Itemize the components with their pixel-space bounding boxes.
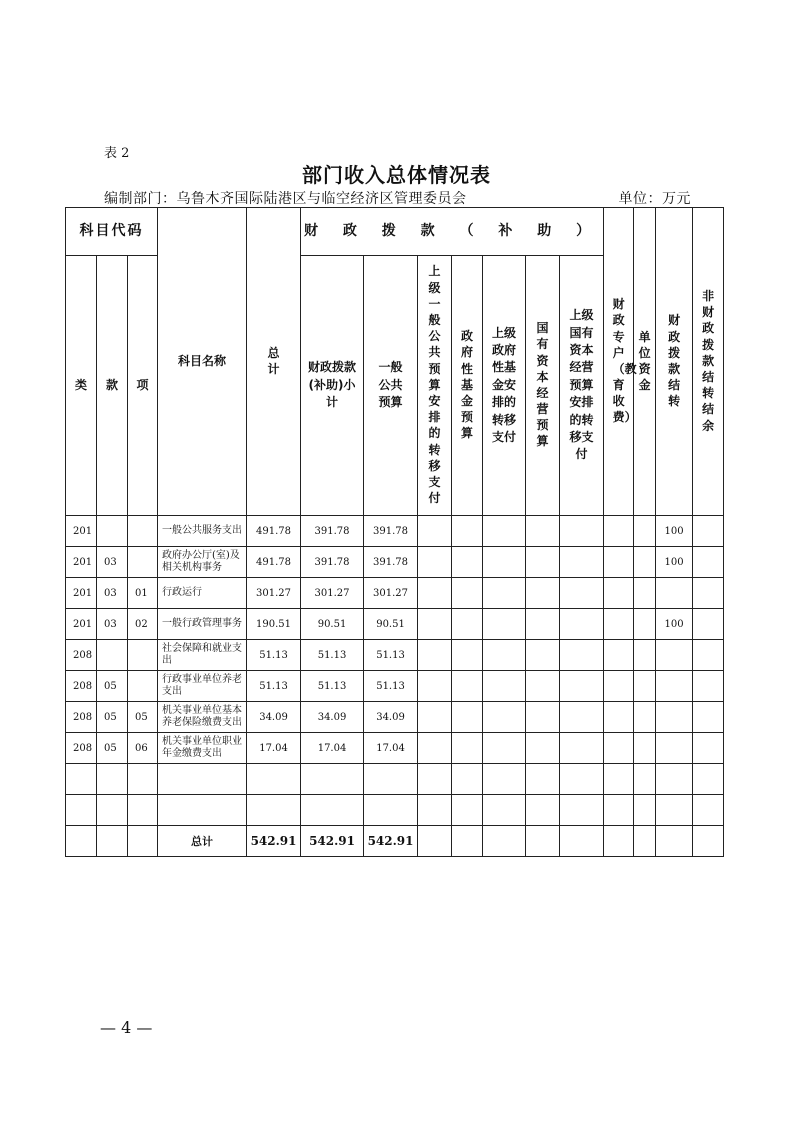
table-header [66,208,724,516]
table-row [66,733,724,764]
header-nonfiscal-carryover: 非财政拨款结转结余 [693,208,724,516]
row-nonfiscal-carryover [693,733,724,764]
row-fiscal-special [604,733,634,764]
row-state-capital-budget [526,640,560,671]
row-upper-state-capital-transfer [560,671,604,702]
row-fiscal-special [604,609,634,640]
row-subject-name: 一般公共服务支出 [158,516,247,547]
page-title: 部门收入总体情况表 [302,163,491,187]
table-row [66,640,724,671]
page-number: — 4 — [100,1018,153,1037]
row-state-capital-budget [526,547,560,578]
row-fiscal-special [604,640,634,671]
header-unit-funds: 单位资金 [634,208,656,516]
row-fiscal-carryover [656,702,693,733]
table-footer [66,764,724,857]
row-fiscal-special [604,547,634,578]
row-total: 34.09 [247,702,301,733]
row-upper-state-capital-transfer [560,547,604,578]
row-gov-fund-budget [452,609,483,640]
row-unit-funds [634,640,656,671]
row-nonfiscal-carryover [693,671,724,702]
row-subtotal: 391.78 [301,547,364,578]
total-label: 总计 [158,826,247,857]
row-upper-gov-fund-transfer [483,702,526,733]
row-gov-fund-budget [452,578,483,609]
row-upper-general-transfer [418,671,452,702]
row-upper-state-capital-transfer [560,733,604,764]
row-upper-gov-fund-transfer [483,671,526,702]
row-upper-general-transfer [418,547,452,578]
row-total: 51.13 [247,640,301,671]
row-gov-fund-budget [452,547,483,578]
unit-label: 单位：万元 [618,191,691,207]
table-number: 表 2 [104,146,130,161]
row-sub-item: 05 [128,702,158,733]
row-fiscal-carryover [656,578,693,609]
row-upper-general-transfer [418,516,452,547]
row-gov-fund-budget [452,702,483,733]
row-state-capital-budget [526,671,560,702]
header-upper-gov-fund-transfer: 上级政府性基金安排的转移支付 [483,256,526,516]
row-upper-gov-fund-transfer [483,547,526,578]
row-unit-funds [634,733,656,764]
row-fiscal-special [604,516,634,547]
row-fiscal-carryover: 100 [656,516,693,547]
row-sub-item [128,547,158,578]
table-row [66,516,724,547]
row-upper-state-capital-transfer [560,640,604,671]
row-category: 201 [66,578,97,609]
row-subtotal: 34.09 [301,702,364,733]
row-upper-general-transfer [418,578,452,609]
header-fiscal-group: 财 政 拨 款 （ 补 助 ） [301,208,604,256]
row-gov-fund-budget [452,516,483,547]
header-sub-item: 项 [128,256,158,516]
total-row [66,826,724,857]
row-subtotal: 90.51 [301,609,364,640]
row-general-budget: 51.13 [364,640,418,671]
row-category: 201 [66,516,97,547]
row-category: 208 [66,733,97,764]
row-nonfiscal-carryover [693,702,724,733]
row-sub-item [128,671,158,702]
row-upper-gov-fund-transfer [483,578,526,609]
row-item: 05 [97,733,128,764]
row-unit-funds [634,609,656,640]
row-sub-item: 01 [128,578,158,609]
row-sub-item [128,516,158,547]
row-nonfiscal-carryover [693,547,724,578]
total-general: 542.91 [364,826,418,857]
row-general-budget: 51.13 [364,671,418,702]
department-label: 编制部门：乌鲁木齐国际陆港区与临空经济区管理委员会 [104,191,467,207]
row-category: 208 [66,702,97,733]
row-state-capital-budget [526,609,560,640]
header-item: 款 [97,256,128,516]
table-row [66,578,724,609]
row-unit-funds [634,702,656,733]
row-unit-funds [634,516,656,547]
header-subject-code: 科目代码 [66,208,158,256]
row-nonfiscal-carryover [693,516,724,547]
row-total: 190.51 [247,609,301,640]
header-total: 总计 [247,208,301,516]
row-gov-fund-budget [452,733,483,764]
row-fiscal-special [604,671,634,702]
row-upper-state-capital-transfer [560,516,604,547]
row-unit-funds [634,671,656,702]
row-item: 03 [97,578,128,609]
row-category: 208 [66,640,97,671]
header-general-budget: 一般公共预算 [364,256,418,516]
empty-row [66,795,724,826]
row-total: 301.27 [247,578,301,609]
row-upper-gov-fund-transfer [483,516,526,547]
row-general-budget: 391.78 [364,516,418,547]
row-fiscal-carryover [656,640,693,671]
row-category: 208 [66,671,97,702]
row-general-budget: 90.51 [364,609,418,640]
total-total: 542.91 [247,826,301,857]
table-row [66,702,724,733]
row-subject-name: 社会保障和就业支出 [158,640,247,671]
row-subtotal: 391.78 [301,516,364,547]
header-upper-state-capital-transfer: 上级国有资本经营预算安排的转移支付 [560,256,604,516]
row-general-budget: 301.27 [364,578,418,609]
row-item [97,640,128,671]
row-subject-name: 一般行政管理事务 [158,609,247,640]
row-item: 05 [97,702,128,733]
row-upper-general-transfer [418,609,452,640]
row-upper-state-capital-transfer [560,702,604,733]
row-upper-general-transfer [418,640,452,671]
row-sub-item: 02 [128,609,158,640]
row-total: 51.13 [247,671,301,702]
row-fiscal-carryover: 100 [656,609,693,640]
row-sub-item [128,640,158,671]
row-fiscal-carryover [656,671,693,702]
row-fiscal-carryover [656,733,693,764]
row-subtotal: 301.27 [301,578,364,609]
row-upper-state-capital-transfer [560,578,604,609]
table-body [66,516,724,764]
row-nonfiscal-carryover [693,640,724,671]
row-item: 05 [97,671,128,702]
row-state-capital-budget [526,578,560,609]
table-row [66,671,724,702]
row-subtotal: 51.13 [301,671,364,702]
empty-row [66,764,724,795]
row-general-budget: 34.09 [364,702,418,733]
row-unit-funds [634,547,656,578]
row-total: 17.04 [247,733,301,764]
header-fiscal-subtotal: 财政拨款(补助)小计 [301,256,364,516]
row-item: 03 [97,609,128,640]
row-unit-funds [634,578,656,609]
row-upper-general-transfer [418,702,452,733]
row-subject-name: 机关事业单位职业年金缴费支出 [158,733,247,764]
row-subject-name: 机关事业单位基本养老保险缴费支出 [158,702,247,733]
header-fiscal-special: 财政专户（教育收费） [604,208,634,516]
income-table [65,207,724,857]
row-upper-gov-fund-transfer [483,609,526,640]
row-category: 201 [66,609,97,640]
header-state-capital-budget: 国有资本经营预算 [526,256,560,516]
header-category: 类 [66,256,97,516]
header-gov-fund-budget: 政府性基金预算 [452,256,483,516]
row-nonfiscal-carryover [693,578,724,609]
table-row [66,609,724,640]
table-row [66,547,724,578]
row-sub-item: 06 [128,733,158,764]
total-subtotal: 542.91 [301,826,364,857]
row-subtotal: 17.04 [301,733,364,764]
row-subject-name: 政府办公厅(室)及相关机构事务 [158,547,247,578]
row-total: 491.78 [247,516,301,547]
row-upper-state-capital-transfer [560,609,604,640]
header-fiscal-carryover: 财政拨款结转 [656,208,693,516]
row-fiscal-special [604,578,634,609]
row-state-capital-budget [526,733,560,764]
row-general-budget: 391.78 [364,547,418,578]
row-total: 491.78 [247,547,301,578]
row-state-capital-budget [526,702,560,733]
row-subject-name: 行政事业单位养老支出 [158,671,247,702]
row-upper-gov-fund-transfer [483,733,526,764]
row-fiscal-carryover: 100 [656,547,693,578]
row-fiscal-special [604,702,634,733]
row-gov-fund-budget [452,640,483,671]
row-upper-general-transfer [418,733,452,764]
row-item [97,516,128,547]
row-category: 201 [66,547,97,578]
row-upper-gov-fund-transfer [483,640,526,671]
row-general-budget: 17.04 [364,733,418,764]
header-subject-name: 科目名称 [158,208,247,516]
row-subtotal: 51.13 [301,640,364,671]
row-item: 03 [97,547,128,578]
header-upper-general-transfer: 上级一般公共预算安排的转移支付 [418,256,452,516]
row-nonfiscal-carryover [693,609,724,640]
row-state-capital-budget [526,516,560,547]
row-subject-name: 行政运行 [158,578,247,609]
row-gov-fund-budget [452,671,483,702]
